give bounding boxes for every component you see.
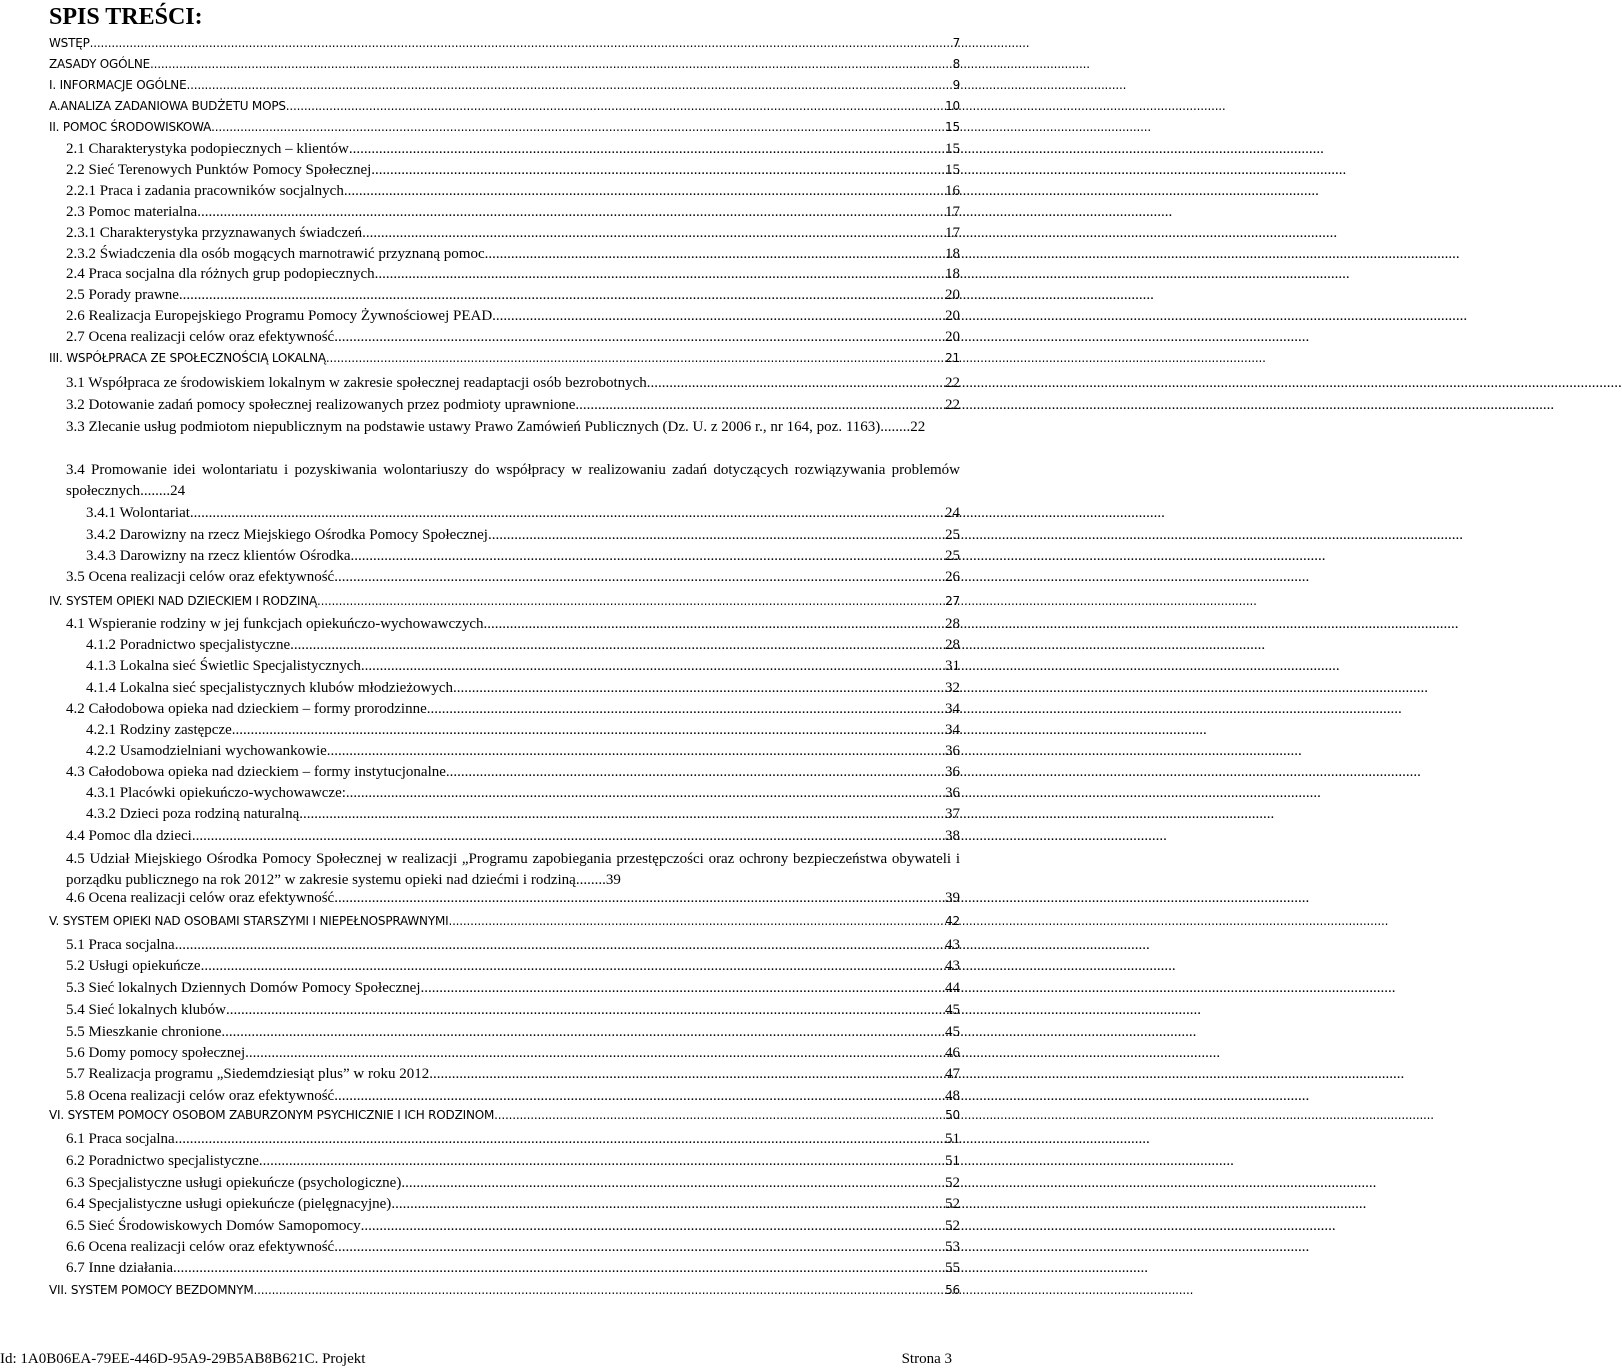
toc-entry-page: 7 — [952, 36, 960, 50]
toc-entry-page: 44 — [945, 980, 960, 996]
toc-leader-dots — [492, 308, 944, 325]
toc-entry-title: 3.4.2 Darowizny na rzecz Miejskiego Ośrodka Pomocy Społecznej — [86, 527, 488, 543]
toc-entry-page: 25 — [945, 527, 960, 543]
toc-entry-page: 37 — [945, 806, 960, 822]
toc-entry-title: VI. SYSTEM POMOCY OSOBOM ZABURZONYM PSYCHICZNIE I ICH RODZINOM — [49, 1108, 495, 1122]
toc-entry-title: 5.8 Ocena realizacji celów oraz efektywność — [66, 1088, 335, 1104]
toc-entry[interactable] — [66, 183, 960, 200]
toc-leader-dots: ....... — [143, 483, 171, 499]
toc-entry[interactable] — [66, 308, 960, 325]
toc-leader-dots — [221, 1024, 944, 1041]
toc-entry-page: 52 — [945, 1196, 960, 1212]
toc-leader-dots — [349, 141, 944, 158]
toc-entry-title: 4.2.2 Usamodzielniani wychowankowie — [86, 743, 327, 759]
toc-entry-page: 39 — [605, 872, 621, 888]
toc-entry[interactable] — [66, 1066, 960, 1083]
toc-entry-page: 47 — [945, 1066, 960, 1082]
toc-entry-page: 22 — [910, 419, 926, 435]
toc-entry[interactable] — [66, 460, 960, 502]
toc-leader-dots — [375, 266, 944, 283]
toc-entry[interactable] — [66, 1045, 960, 1062]
toc-entry-title: 2.3.1 Charakterystyka przyznawanych świadczeń — [66, 225, 363, 241]
toc-entry-title: III. WSPÓŁPRACA ZE SPOŁECZNOŚCIĄ LOKALNĄ — [49, 351, 326, 365]
toc-leader-dots — [334, 1088, 944, 1105]
toc-entry[interactable] — [66, 246, 960, 263]
toc-entry-page: 36 — [945, 743, 960, 759]
toc-entry-page: 26 — [945, 569, 960, 585]
toc-entry-title: A.ANALIZA ZADANIOWA BUDŻETU MOPS — [49, 99, 286, 113]
toc-leader-dots — [346, 785, 944, 802]
toc-entry-title: 4.1 Wspieranie rodziny w jej funkcjach opiekuńczo-wychowawczych — [66, 616, 484, 632]
toc-entry[interactable] — [66, 1131, 960, 1148]
toc-entry-page: 34 — [945, 701, 960, 717]
toc-entry[interactable] — [49, 99, 960, 113]
toc-entry[interactable] — [49, 594, 960, 608]
toc-entry[interactable] — [66, 397, 960, 414]
toc-entry-title: 2.4 Praca socjalna dla różnych grup podopiecznych — [66, 266, 375, 282]
toc-entry[interactable] — [66, 1024, 960, 1041]
toc-leader-dots — [344, 183, 944, 200]
page-number: Strona 3 — [901, 1351, 952, 1367]
toc-entry-title: 5.4 Sieć lokalnych klubów — [66, 1002, 226, 1018]
toc-entry-title: 3.4.3 Darowizny na rzecz klientów Ośrodka — [86, 548, 351, 564]
toc-leader-dots — [483, 616, 944, 633]
toc-entry[interactable] — [49, 36, 960, 50]
toc-entry-title: 6.3 Specjalistyczne usługi opiekuńcze (psychologiczne) — [66, 1175, 402, 1191]
toc-entry-page: 20 — [945, 329, 960, 345]
toc-entry-page: 24 — [170, 483, 186, 499]
toc-leader-dots — [494, 1108, 944, 1122]
toc-leader-dots — [365, 658, 944, 675]
toc-entry[interactable] — [66, 375, 960, 392]
toc-leader-dots — [192, 828, 944, 845]
toc-entry[interactable] — [66, 417, 960, 438]
toc-entry-page: 24 — [945, 505, 960, 521]
toc-leader-dots — [150, 57, 952, 71]
toc-entry[interactable] — [86, 680, 960, 697]
toc-entry-title: 2.1 Charakterystyka podopiecznych – klientów — [66, 141, 349, 157]
toc-entry-title: ZASADY OGÓLNE — [49, 57, 151, 71]
toc-entry-title: 4.4 Pomoc dla dzieci — [66, 828, 192, 844]
toc-entry-title: 4.2 Całodobowa opieka nad dzieckiem – formy prorodzinne — [66, 701, 427, 717]
toc-entry-title: 4.2.1 Rodziny zastępcze — [86, 722, 232, 738]
toc-entry[interactable] — [49, 78, 960, 92]
toc-entry-title: 5.1 Praca socjalna — [66, 937, 175, 953]
toc-entry-page: 45 — [945, 1002, 960, 1018]
toc-entry-title: 6.4 Specjalistyczne usługi opiekuńcze (pielęgnacyjne) — [66, 1196, 392, 1212]
toc-leader-dots — [175, 1131, 944, 1148]
toc-entry-title: 5.2 Usługi opiekuńcze — [66, 958, 201, 974]
toc-leader-dots — [579, 397, 944, 414]
toc-entry-title: 5.6 Domy pomocy społecznej — [66, 1045, 246, 1061]
toc-entry[interactable] — [86, 785, 960, 802]
toc-entry-title: 6.6 Ocena realizacji celów oraz efektywność — [66, 1239, 335, 1255]
toc-leader-dots — [361, 1218, 944, 1235]
toc-leader-dots — [453, 680, 944, 697]
toc-entry-page: 22 — [945, 375, 960, 391]
toc-entry-title: V. SYSTEM OPIEKI NAD OSOBAMI STARSZYMI I NIEPEŁNOSPRAWNYMI — [49, 914, 449, 928]
toc-entry-title: 4.1.4 Lokalna sieć specjalistycznych klubów młodzieżowych — [86, 680, 453, 696]
toc-leader-dots — [317, 594, 944, 608]
toc-entry[interactable] — [86, 743, 960, 760]
toc-entry[interactable] — [66, 1153, 960, 1170]
toc-entry[interactable] — [66, 569, 960, 586]
toc-leader-dots — [186, 78, 951, 92]
toc-leader-dots — [334, 890, 944, 907]
toc-entry-title: 2.2.1 Praca i zadania pracowników socjalnych — [66, 183, 344, 199]
toc-entry-page: 45 — [945, 1024, 960, 1040]
toc-entry-title: WSTĘP — [49, 36, 90, 50]
toc-entry-title: 5.5 Mieszkanie chronione — [66, 1024, 222, 1040]
toc-entry-page: 28 — [945, 637, 960, 653]
toc-entry-page: 15 — [945, 120, 960, 134]
toc-entry-page: 17 — [945, 204, 960, 220]
toc-entry-title: I. INFORMACJE OGÓLNE — [49, 78, 187, 92]
toc-leader-dots — [334, 1239, 944, 1256]
toc-leader-dots — [197, 204, 944, 221]
toc-entry-title: 6.1 Praca socjalna — [66, 1131, 175, 1147]
toc-entry-title: 5.3 Sieć lokalnych Dziennych Domów Pomocy Społecznej — [66, 980, 421, 996]
toc-entry-title: 4.6 Ocena realizacji celów oraz efektywność — [66, 890, 335, 906]
toc-entry-page: 51 — [945, 1131, 960, 1147]
toc-entry-page: 18 — [945, 266, 960, 282]
toc-leader-dots — [362, 225, 944, 242]
toc-entry-page: 55 — [945, 1260, 960, 1276]
toc-entry-title: VII. SYSTEM POMOCY BEZDOMNYM — [49, 1283, 254, 1297]
toc-entry-title: 3.2 Dotowanie zadań pomocy społecznej realizowanych przez podmioty uprawnione. — [66, 397, 580, 413]
toc-entry-title: 3.1 Współpraca ze środowiskiem lokalnym w zakresie społecznej readaptacji osób bezrobotnych — [66, 375, 647, 391]
document-id: Id: 1A0B06EA-79EE-446D-95A9-29B5AB8B621C. Projekt — [0, 1351, 366, 1367]
toc-entry[interactable] — [86, 505, 960, 522]
toc-leader-dots — [245, 1045, 944, 1062]
toc-entry-page: 38 — [945, 828, 960, 844]
toc-entry-page: 22 — [945, 397, 960, 413]
toc-entry-page: 39 — [945, 890, 960, 906]
toc-entry[interactable] — [66, 764, 960, 781]
toc-leader-dots — [351, 548, 945, 565]
toc-entry-title: 2.2 Sieć Terenowych Punktów Pomocy Społecznej — [66, 162, 372, 178]
toc-leader-dots — [201, 958, 944, 975]
toc-entry-page: 36 — [945, 785, 960, 801]
toc-entry-title: 5.7 Realizacja programu „Siedemdziesiąt plus” w roku 2012 — [66, 1066, 430, 1082]
toc-entry[interactable] — [49, 120, 960, 134]
toc-leader-dots — [326, 351, 944, 365]
toc-entry[interactable] — [66, 890, 960, 907]
toc-entry[interactable] — [66, 701, 960, 718]
toc-entry-title: 6.7 Inne działania — [66, 1260, 174, 1276]
toc-leader-dots — [485, 246, 944, 263]
toc-entry-title: II. POMOC ŚRODOWISKOWA — [49, 120, 212, 134]
toc-entry-title: 3.5 Ocena realizacji celów oraz efektywność — [66, 569, 335, 585]
toc-entry-page: 31 — [945, 658, 960, 674]
toc-entry[interactable] — [49, 351, 960, 365]
toc-entry-title: IV. SYSTEM OPIEKI NAD DZIECKIEM I RODZINĄ — [49, 594, 317, 608]
toc-entry-page: 9 — [952, 78, 960, 92]
toc-leader-dots — [334, 329, 944, 346]
page-title: SPIS TREŚCI: — [49, 4, 203, 30]
toc-leader-dots — [401, 1175, 944, 1192]
toc-leader-dots — [190, 505, 944, 522]
toc-leader-dots — [173, 1260, 944, 1277]
toc-leader-dots — [448, 914, 944, 928]
toc-entry[interactable] — [86, 637, 960, 654]
toc-entry-page: 18 — [945, 246, 960, 262]
toc-entry-page: 25 — [945, 548, 960, 564]
toc-entry[interactable] — [66, 204, 960, 221]
toc-entry-page: 50 — [945, 1108, 960, 1122]
toc-entry[interactable] — [66, 329, 960, 346]
toc-entry-title: 2.6 Realizacja Europejskiego Programu Pomocy Żywnościowej PEAD — [66, 308, 493, 324]
toc-leader-dots — [175, 937, 944, 954]
toc-entry-page: 20 — [945, 308, 960, 324]
toc-entry-title: 2.3 Pomoc materialna — [66, 204, 198, 220]
toc-entry[interactable] — [86, 527, 960, 544]
toc-entry[interactable] — [66, 828, 960, 845]
toc-entry-page: 43 — [945, 937, 960, 953]
toc-entry[interactable] — [66, 287, 960, 304]
toc-entry-page: 52 — [945, 1175, 960, 1191]
toc-leader-dots — [226, 1002, 944, 1019]
toc-entry-title: 4.3.2 Dzieci poza rodziną naturalną — [86, 806, 300, 822]
toc-entry-page: 8 — [952, 57, 960, 71]
toc-leader-dots — [232, 722, 944, 739]
toc-entry[interactable] — [86, 806, 960, 823]
toc-leader-dots — [427, 701, 944, 718]
toc-entry-page: 15 — [945, 141, 960, 157]
toc-entry-page: 10 — [945, 99, 960, 113]
toc-entry-page: 16 — [945, 183, 960, 199]
toc-entry[interactable] — [66, 1196, 960, 1213]
toc-entry[interactable] — [66, 266, 960, 283]
toc-entry-title: 4.1.3 Lokalna sieć Świetlic Specjalistycznych. — [86, 658, 365, 674]
toc-leader-dots — [421, 980, 944, 997]
toc-entry[interactable] — [66, 616, 960, 633]
toc-leader-dots — [327, 743, 944, 760]
toc-entry-title: 3.3 Zlecanie usług podmiotom niepublicznym na podstawie ustawy Prawo Zamówień Publicznych (Dz. U. z 2006 r., nr 164, poz. 1163). — [66, 419, 885, 435]
toc-entry-title: 4.3.1 Placówki opiekuńczo-wychowawcze: — [86, 785, 346, 801]
toc-entry[interactable] — [66, 958, 960, 975]
toc-entry-page: 17 — [945, 225, 960, 241]
toc-entry[interactable] — [66, 141, 960, 158]
toc-leader-dots — [446, 764, 944, 781]
toc-leader-dots — [286, 99, 944, 113]
toc-entry[interactable] — [66, 980, 960, 997]
toc-entry-page: 27 — [945, 594, 960, 608]
toc-entry[interactable] — [66, 1088, 960, 1105]
toc-leader-dots — [647, 375, 944, 392]
toc-entry-page: 42 — [945, 914, 960, 928]
toc-entry-page: 43 — [945, 958, 960, 974]
toc-entry[interactable] — [66, 1239, 960, 1256]
toc-entry[interactable] — [66, 1002, 960, 1019]
toc-entry[interactable] — [66, 162, 960, 179]
toc-entry-title: 6.2 Poradnictwo specjalistyczne — [66, 1153, 259, 1169]
toc-entry-title: 6.5 Sieć Środowiskowych Domów Samopomocy — [66, 1218, 361, 1234]
toc-leader-dots — [334, 569, 944, 586]
toc-entry[interactable] — [86, 658, 960, 675]
toc-leader-dots: ....... — [579, 872, 606, 888]
toc-entry-page: 53 — [945, 1239, 960, 1255]
toc-leader-dots — [211, 120, 944, 134]
toc-entry-page: 32 — [945, 680, 960, 696]
toc-entry[interactable] — [66, 225, 960, 242]
toc-entry[interactable] — [86, 722, 960, 739]
toc-entry-title: 3.4.1 Wolontariat — [86, 505, 190, 521]
toc-entry-page: 52 — [945, 1218, 960, 1234]
toc-entry-page: 34 — [945, 722, 960, 738]
toc-leader-dots — [179, 287, 944, 304]
toc-entry-title: 2.5 Porady prawne — [66, 287, 179, 303]
toc-leader-dots — [371, 162, 944, 179]
toc-entry[interactable] — [66, 937, 960, 954]
toc-leader-dots — [90, 36, 952, 50]
toc-entry-page: 28 — [945, 616, 960, 632]
toc-entry-title: 2.3.2 Świadczenia dla osób mogących marnotrawić przyznaną pomoc — [66, 246, 485, 262]
toc-entry-page: 51 — [945, 1153, 960, 1169]
toc-entry-page: 21 — [945, 351, 960, 365]
toc-leader-dots — [299, 806, 944, 823]
toc-entry-title: 2.7 Ocena realizacji celów oraz efektywność — [66, 329, 335, 345]
toc-leader-dots — [488, 527, 944, 544]
toc-entry-title: 3.4 Promowanie idei wolontariatu i pozyskiwania wolontariuszy do współpracy w realizowaniu zadań dotyczących rozwiązywania problemów społecznych. — [66, 462, 960, 499]
toc-entry[interactable] — [49, 914, 960, 928]
toc-leader-dots — [290, 637, 944, 654]
toc-entry[interactable] — [49, 1108, 960, 1122]
toc-entry-page: 48 — [945, 1088, 960, 1104]
toc-entry-page: 20 — [945, 287, 960, 303]
toc-entry[interactable] — [86, 548, 960, 565]
toc-entry[interactable] — [66, 1218, 960, 1235]
toc-leader-dots: ....... — [884, 419, 911, 435]
toc-entry[interactable] — [66, 849, 960, 891]
toc-entry-title: 4.3 Całodobowa opieka nad dzieckiem – formy instytucjonalne — [66, 764, 446, 780]
toc-entry[interactable] — [49, 1283, 960, 1297]
toc-entry-title: 4.1.2 Poradnictwo specjalistyczne — [86, 637, 291, 653]
toc-entry[interactable] — [49, 57, 960, 71]
toc-leader-dots — [254, 1283, 945, 1297]
toc-leader-dots — [259, 1153, 944, 1170]
toc-entry-page: 56 — [945, 1283, 960, 1297]
toc-entry-page: 36 — [945, 764, 960, 780]
toc-leader-dots — [391, 1196, 944, 1213]
toc-entry-title: 4.5 Udział Miejskiego Ośrodka Pomocy Społecznej w realizacji „Programu zapobiegania przestępczości oraz ochrony bezpieczeństwa obywateli i porządku publicznego na rok 2012” w zakresie systemu opieki nad dziećmi i rodziną. — [66, 851, 960, 888]
toc-entry-page: 15 — [945, 162, 960, 178]
toc-entry[interactable] — [66, 1175, 960, 1192]
toc-leader-dots — [429, 1066, 944, 1083]
toc-entry-page: 46 — [945, 1045, 960, 1061]
toc-entry[interactable] — [66, 1260, 960, 1277]
